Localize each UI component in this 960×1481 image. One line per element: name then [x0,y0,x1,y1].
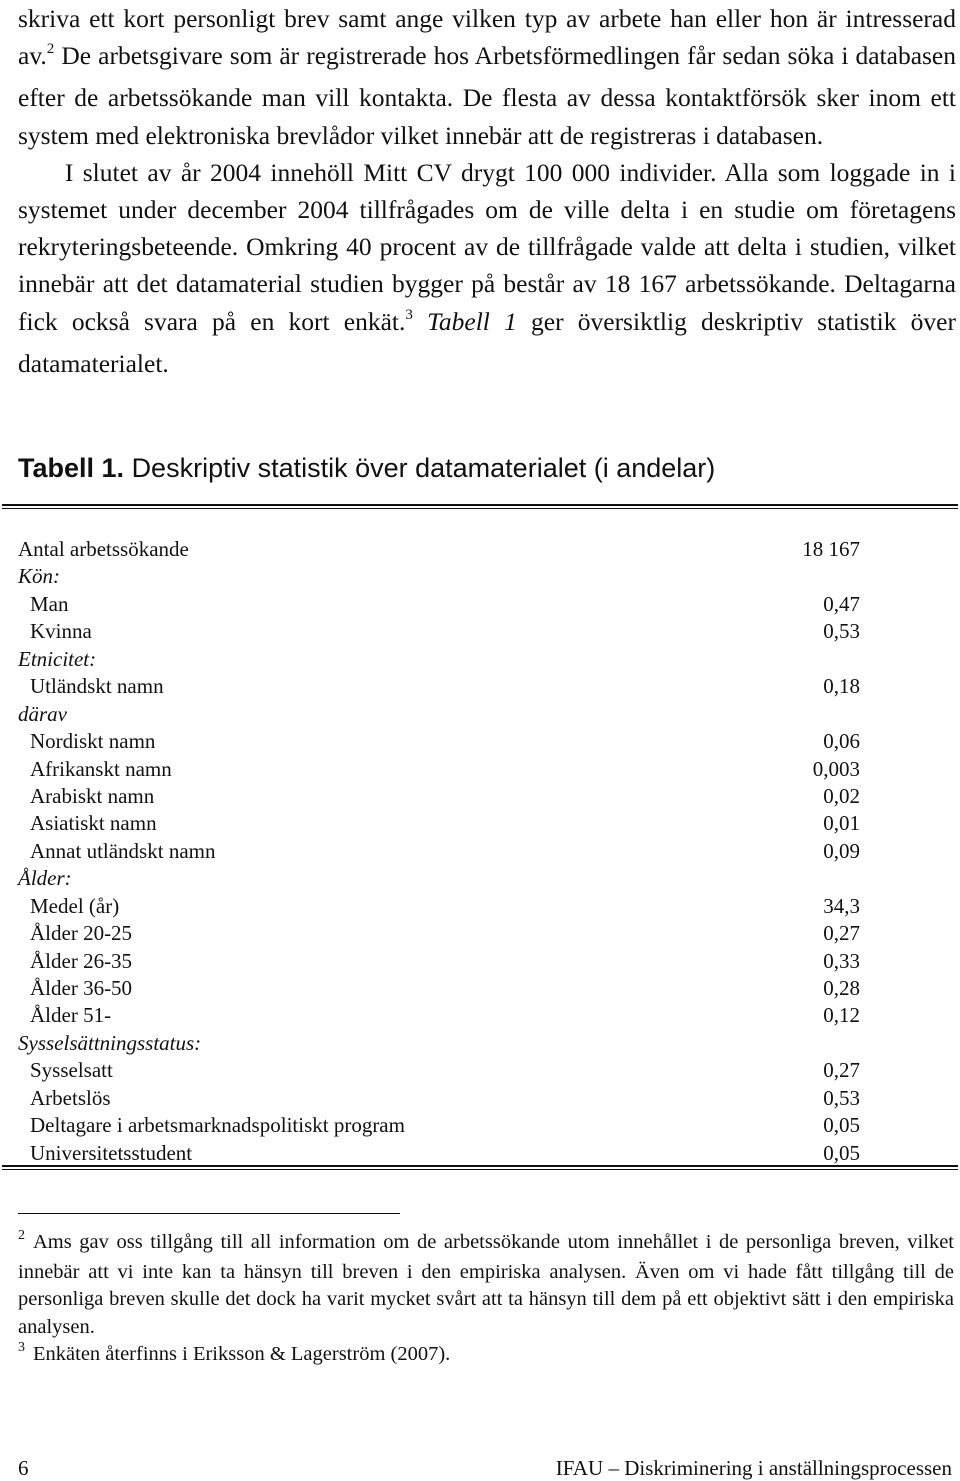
table-row [18,865,860,892]
row-value: 0,003 [812,756,860,781]
row-label: därav [18,701,67,726]
table-row [18,920,860,947]
footnote-separator [18,1213,400,1214]
row-label: Man [30,591,69,616]
paragraph-2-text-a: I slutet av år 2004 innehöll Mitt CV drygt 100 000 individer. Alla som loggade in i systemet under december 2004 tillfrågades om de ville delta i en studie om företagens rekryteringsbeteende. Omkring 40 procent av de tillfrågade valde att delta i studien, vilket innebär att det datamaterial studien bygger på består av 18 167 arbetssökande. Deltagarna fick också svara på en kort enkät. [18,157,956,336]
table-row [18,591,860,618]
row-label: Utländskt namn [30,674,164,699]
table-title-text: Deskriptiv statistik över datamaterialet (i andelar) [131,453,716,483]
table-title [18,453,715,484]
row-value: 0,18 [823,674,860,699]
table-row [18,783,860,810]
table-row [18,536,860,563]
table-row [18,838,860,865]
table-row [18,1030,860,1057]
row-value: 0,53 [823,1085,860,1110]
table-row [18,673,860,700]
row-label: Etnicitet: [18,646,97,671]
row-label: Asiatiskt namn [30,811,157,836]
row-label: Arabiskt namn [30,783,155,808]
row-label: Kön: [18,564,60,589]
row-value: 0,33 [823,948,860,973]
row-label: Sysselsatt [30,1058,113,1083]
row-label: Ålder 20-25 [30,921,133,946]
footnote-3 [18,1341,954,1371]
paragraph-1-text-b: De arbetsgivare som är registrerade hos Arbetsförmedlingen får sedan söka i databasen efter de arbetssökande man vill kontakta. De flesta av dessa kontaktförsök sker inom ett system med elektroniska brevlådor vilket innebär att de registreras i databasen. [18,41,957,150]
paragraph-2 [18,154,956,382]
row-label: Kvinna [30,619,92,644]
row-label: Medel (år) [30,893,120,918]
row-label: Ålder 26-35 [30,948,133,973]
footnote-ref-3[interactable]: 3 [405,306,413,323]
row-value: 34,3 [823,893,860,918]
paragraph-1-text-a: skriva ett kort personligt brev samt ange vilken typ av arbete han eller hon är intresserad av. [18,4,956,71]
table-row [18,1085,860,1112]
running-title: IFAU – Diskriminering i anställningsprocessen [555,1456,952,1480]
table-title-label: Tabell 1. [18,453,125,483]
table-row [18,1002,860,1029]
footnote-3-number: 3 [18,1340,25,1356]
row-label: Nordiskt namn [30,729,156,754]
footnote-2-number: 2 [18,1228,25,1243]
row-label: Ålder 36-50 [30,976,133,1000]
row-value: 0,27 [823,1058,860,1083]
footnote-2-text: Ams gav oss tillgång till all information om de arbetssökande utom innehållet i de personliga breven, vilket innebär att vi inte kan ta hänsyn till breven i den empiriska analysen. Även om vi hade fått tillgång till de personliga breven skulle det dock ha varit mycket svårt att ta hänsyn till dem på ett objektivt sätt i den empiriska analysen. [18,1231,954,1338]
footnotes [18,1229,954,1371]
table-row [18,646,860,673]
row-value: 0,53 [823,619,860,644]
table-row [18,728,860,755]
row-label: Afrikanskt namn [30,756,172,781]
table-bottom-rule-thin [2,1169,958,1170]
table-row [18,975,860,1002]
row-value: 0,09 [823,838,860,863]
paragraph-1 [18,0,956,154]
table-reference: Tabell 1 [427,306,517,336]
body-text [18,0,956,382]
table-row [18,1057,860,1084]
row-value: 0,47 [823,591,860,616]
table-top-rule [2,504,958,506]
table-row [18,1140,860,1167]
table-top-rule-thin [2,508,958,509]
table-row [18,756,860,783]
page-number: 6 [18,1456,29,1480]
footnote-2 [18,1229,954,1341]
row-value: 0,05 [823,1113,860,1138]
row-label: Arbetslös [30,1085,111,1110]
row-label: Deltagare i arbetsmarknadspolitiskt program [30,1113,405,1138]
row-value: 0,27 [823,921,860,946]
row-value: 0,02 [823,783,860,808]
row-value: 0,06 [823,729,860,754]
footnote-ref-2[interactable]: 2 [46,41,55,58]
row-value: 0,01 [823,811,860,836]
row-label: Sysselsättningsstatus: [18,1030,202,1055]
table-row [18,893,860,920]
table-row [18,701,860,728]
row-label: Ålder 51- [30,1003,112,1028]
paragraph-2-text-b: ger översiktlig deskriptiv statistik över datamaterialet. [18,306,956,378]
row-value: 18 167 [802,537,860,561]
row-value: 0,05 [823,1140,860,1165]
table-row [18,810,860,837]
row-value: 0,28 [823,976,860,1000]
table-row [18,563,860,590]
table-row [18,1112,860,1139]
row-label: Universitetsstudent [30,1140,193,1165]
row-label: Annat utländskt namn [30,838,216,863]
footnote-3-text: Enkäten återfinns i Eriksson & Lagerström (2007). [33,1343,451,1366]
table-row [18,618,860,645]
row-value: 0,12 [823,1003,860,1028]
row-label: Ålder: [18,866,72,891]
statistics-table [18,536,860,1167]
table-row [18,948,860,975]
row-label: Antal arbetssökande [18,537,189,561]
table-bottom-rule [2,1165,958,1167]
